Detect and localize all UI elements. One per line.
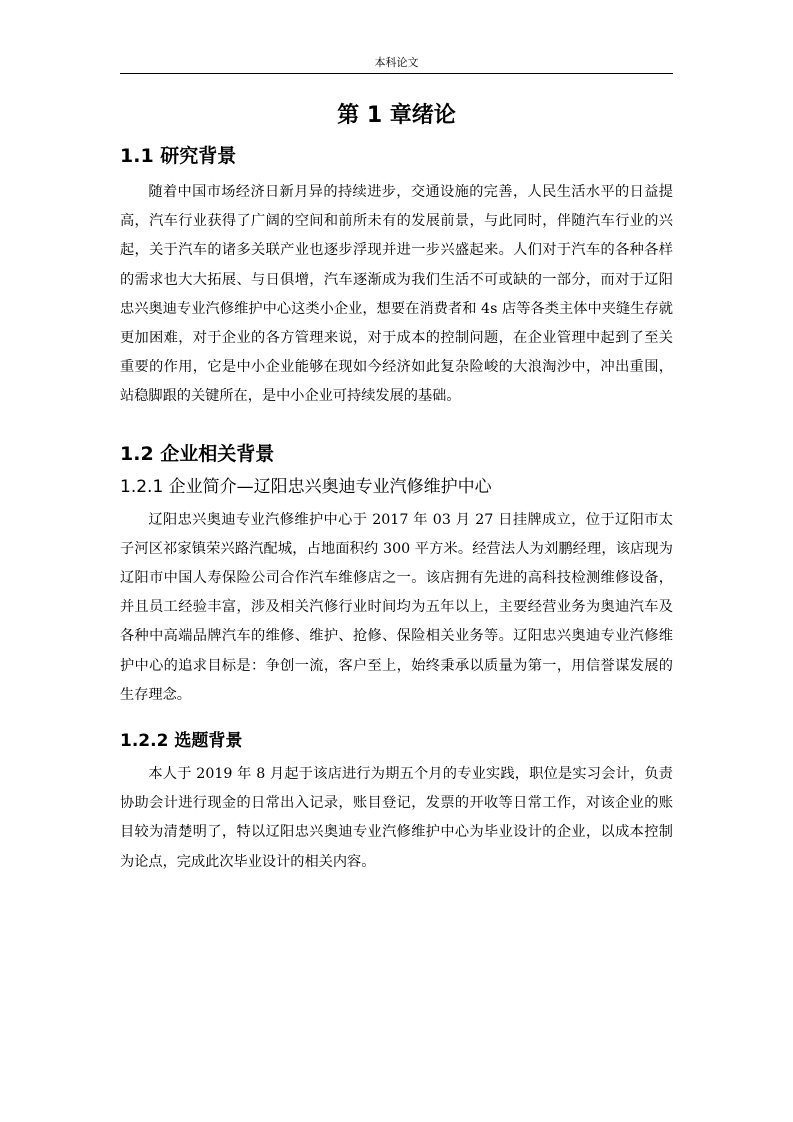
section-paragraph-1-1: 随着中国市场经济日新月异的持续进步，交通设施的完善，人民生活水平的日益提高，汽车行业获得了广阔的空间和前所未有的发展前景，与此同时，伴随汽车行业的兴起，关于汽车的诸多关联产业也逐步浮现并进一步兴盛起来。人们对于汽车的各种各样的需求也大大拓展、与日俱增，汽车逐渐成为我们生活不可或缺的一部分，而对于辽阳忠兴奥迪专业汽修维护中心这类小企业，想要在消费者和 4s 店等各类主体中夹缝生存就更加困难，对于企业的各方管理来说，对于成本的控制问题，在企业管理中起到了至关重要的作用，它是中小企业能够在现如今经济如此复杂险峻的大浪淘沙中，冲出重围，站稳脚跟的关键所在，是中小企业可持续发展的基础。 [120, 184, 673, 405]
section-paragraph-1-2-2: 本人于 2019 年 8 月起于该店进行为期五个月的专业实践，职位是实习会计，负责协助会计进行现金的日常出入记录，账目登记，发票的开收等日常工作，对该企业的账目较为清楚明了，特以辽阳忠兴奥迪专业汽修维护中心为毕业设计的企业，以成本控制为论点，完成此次毕业设计的相关内容。 [120, 766, 673, 870]
section-heading-1-2-2: 1.2.2 选题背景 [120, 731, 243, 752]
page-header: 本科论文 [374, 56, 419, 69]
section-paragraph-1-2-1: 辽阳忠兴奥迪专业汽修维护中心于 2017 年 03 月 27 日挂牌成立，位于辽阳市太子河区祁家镇荣兴路汽配城，占地面积约 300 平方米。经营法人为刘鹏经理，该店现为辽阳市中国人寿保险公司合作汽车维修店之一。该店拥有先进的高科技检测维修设备，并且员工经验丰富，涉及相关汽修行业时间均为五年以上，主要经营业务为奥迪汽车及各种中高端品牌汽车的维修、维护、抢修、保险相关业务等。辽阳忠兴奥迪专业汽修维护中心的追求目标是：争创一流，客户至上，始终秉承以质量为第一，用信誉谋发展的生存理念。 [120, 511, 673, 703]
chapter-title: 第 1 章绪论 [337, 103, 456, 128]
section-heading-1-2-1: 1.2.1 企业简介—辽阳忠兴奥迪专业汽修维护中心 [120, 476, 492, 497]
section-heading-1-2: 1.2 企业相关背景 [120, 442, 275, 465]
header-divider [120, 73, 673, 74]
section-heading-1-1: 1.1 研究背景 [120, 145, 237, 167]
page-content [120, 98, 673, 877]
